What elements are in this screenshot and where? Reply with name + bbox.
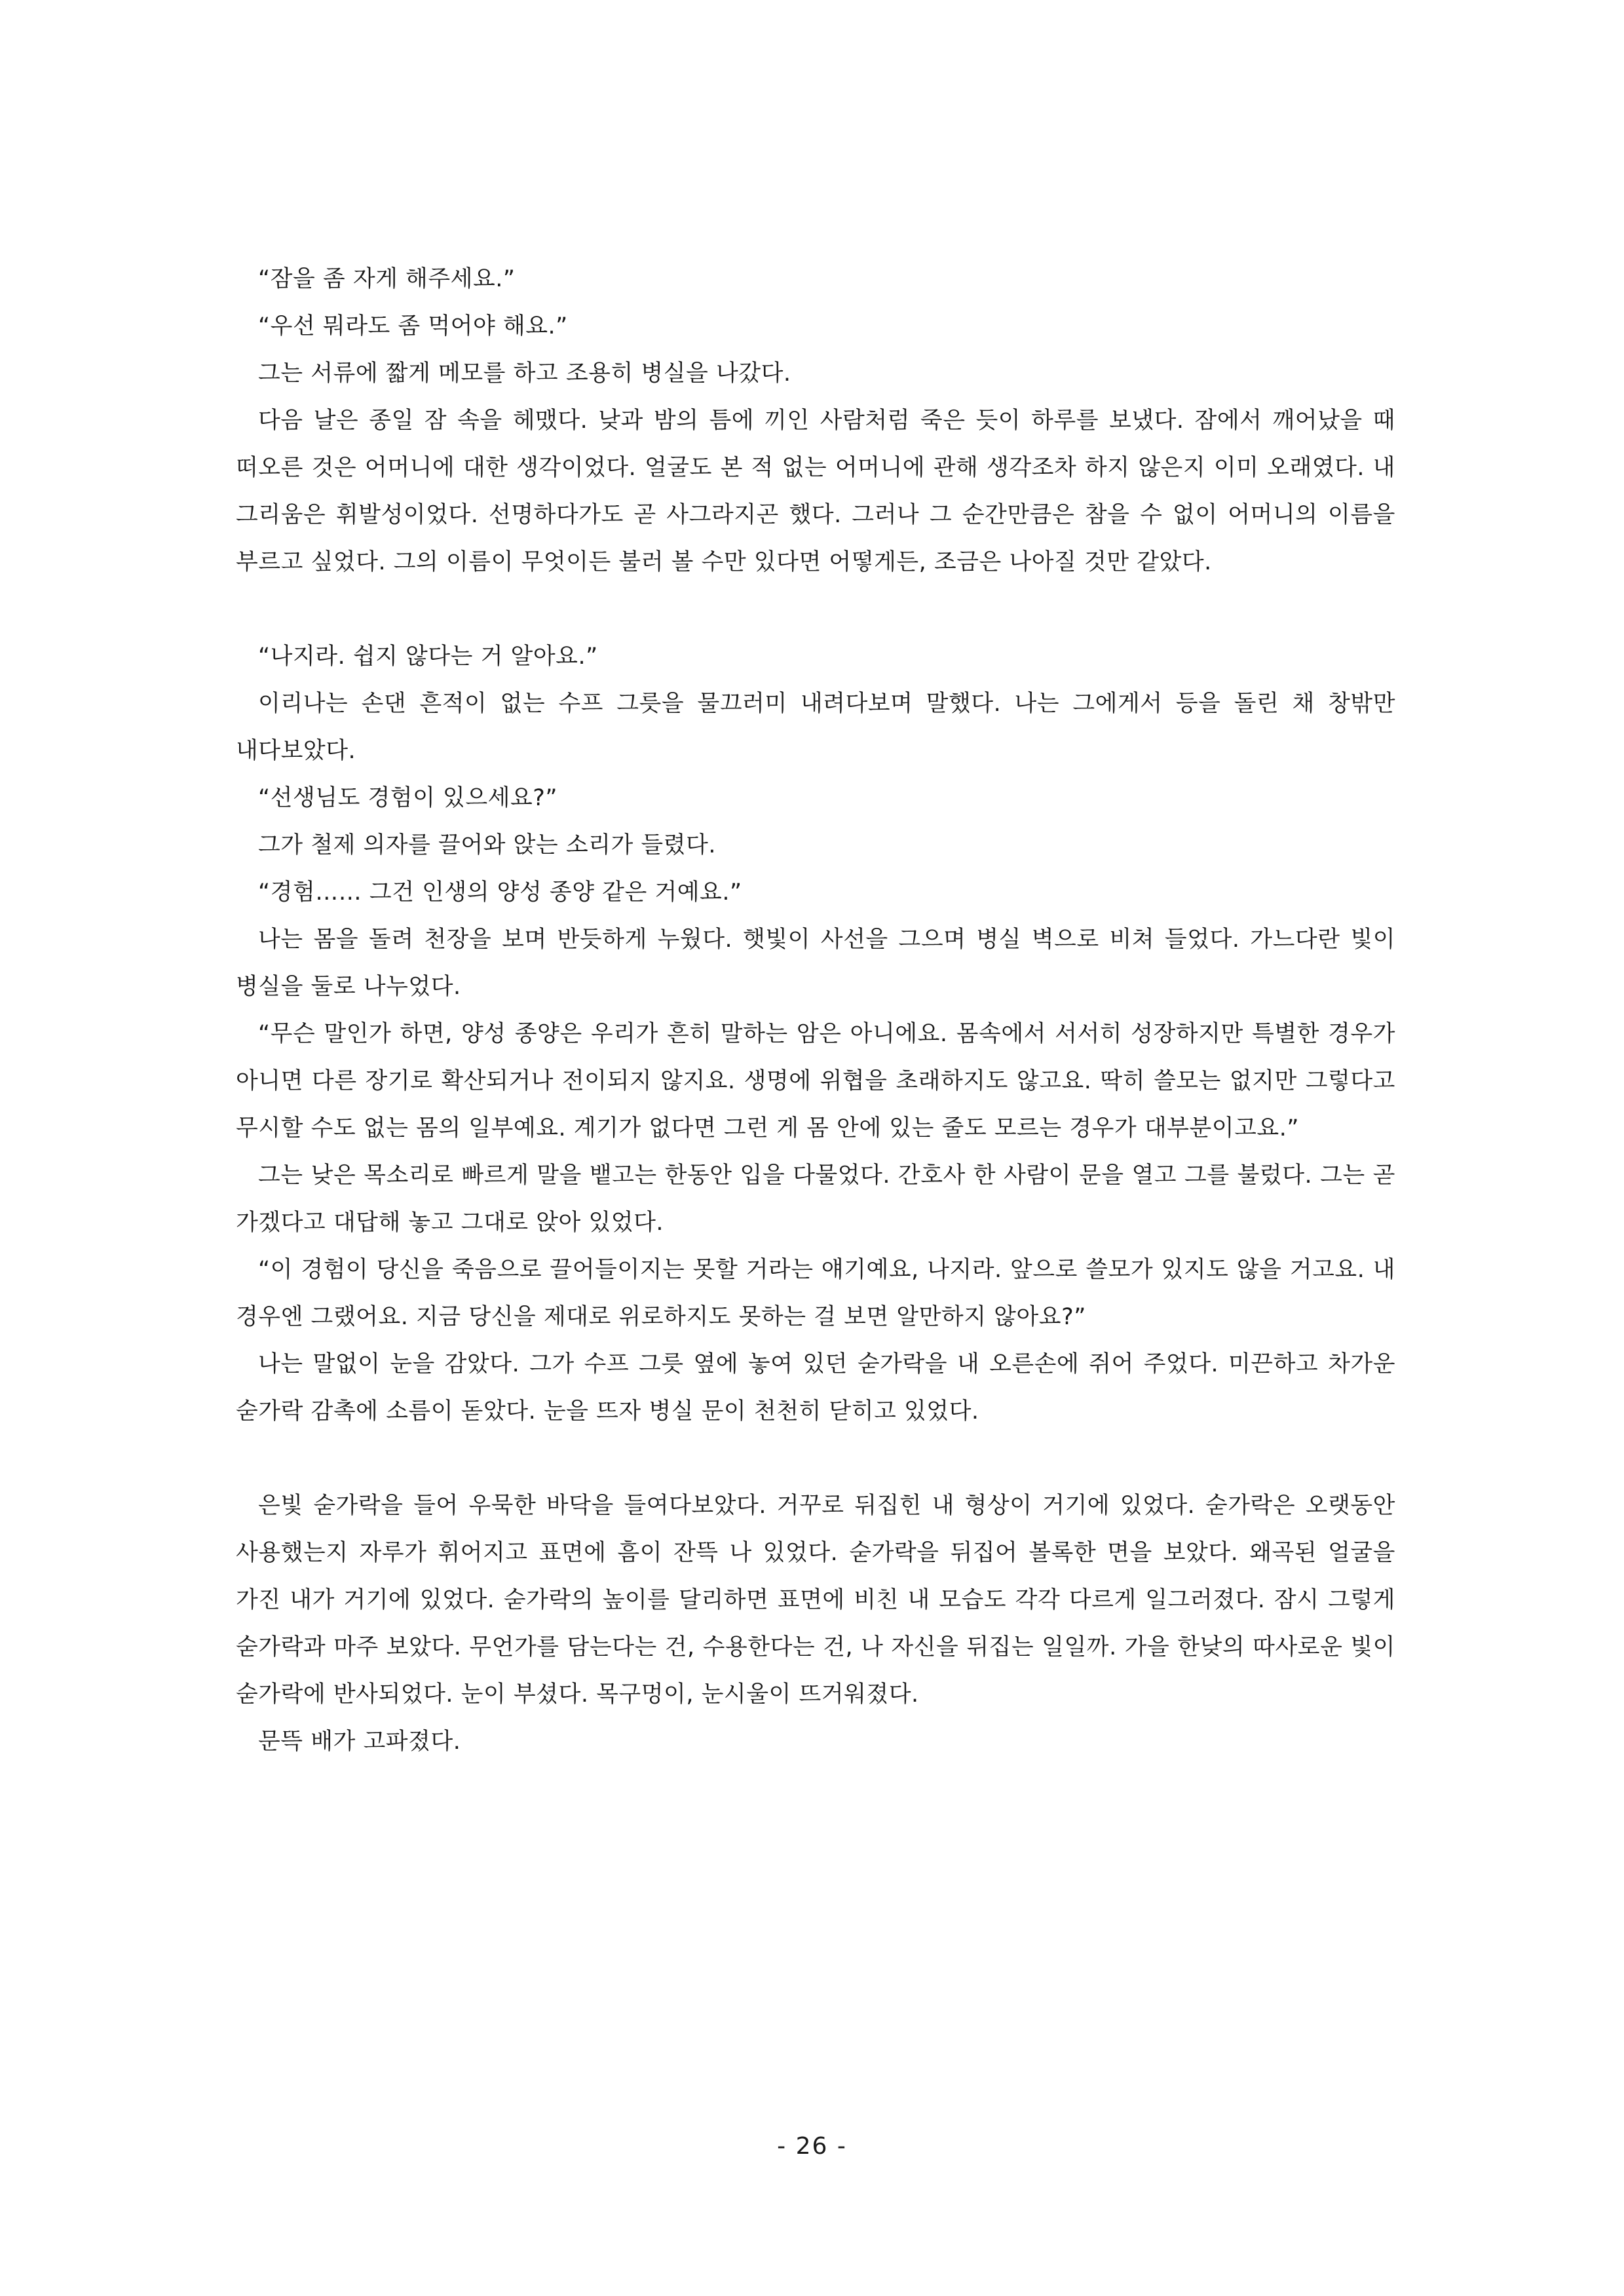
paragraph: 나는 몸을 돌려 천장을 보며 반듯하게 누웠다. 햇빛이 사선을 그으며 병실 벽으로 비쳐 들었다. 가느다란 빛이 병실을 둘로 나누었다. [236,927,1395,1000]
paragraph: “무슨 말인가 하면, 양성 종양은 우리가 흔히 말하는 암은 아니에요. 몸속에서 서서히 성장하지만 특별한 경우가 아니면 다른 장기로 확산되거나 전이되지 않지요. 생명에 위협을 초래하지도 않고요. 딱히 쓸모는 없지만 그렇다고 무시할 수도 없는 몸의 일부예요. 계기가 없다면 그런 게 몸 안에 있는 줄도 모르는 경우가 대부분이고요.” [236,1021,1395,1141]
paragraph: 다음 날은 종일 잠 속을 헤맸다. 낮과 밤의 틈에 끼인 사람처럼 죽은 듯이 하루를 보냈다. 잠에서 깨어났을 때 떠오른 것은 어머니에 대한 생각이었다. 얼굴도 본 적 없는 어머니에 관해 생각조차 하지 않은지 이미 오래였다. 내 그리움은 휘발성이었다. 선명하다가도 곧 사그라지곤 했다. 그러나 그 순간만큼은 참을 수 없이 어머니의 이름을 부르고 싶었다. 그의 이름이 무엇이든 불러 볼 수만 있다면 어떻게든, 조금은 나아질 것만 같았다. [236,408,1395,575]
section-gap [236,586,1395,633]
paragraph: “우선 뭐라도 좀 먹어야 해요.” [258,313,568,339]
paragraph: “경험…… 그건 인생의 양성 종양 같은 거예요.” [258,879,742,906]
paragraph: 이리나는 손댄 흔적이 없는 수프 그릇을 물끄러미 내려다보며 말했다. 나는 그에게서 등을 돌린 채 창밖만 내다보았다. [236,691,1395,764]
paragraph: 문뜩 배가 고파졌다. [258,1729,461,1755]
paragraph: 그는 낮은 목소리로 빠르게 말을 뱉고는 한동안 입을 다물었다. 간호사 한 사람이 문을 열고 그를 불렀다. 그는 곧 가겠다고 대답해 놓고 그대로 앉아 있었다. [236,1162,1395,1236]
page-number: - 26 - [777,2133,847,2160]
paragraph: 그가 철제 의자를 끌어와 앉는 소리가 들렸다. [258,832,716,858]
paragraph: 그는 서류에 짧게 메모를 하고 조용히 병실을 나갔다. [258,360,791,387]
paragraph: “이 경험이 당신을 죽음으로 끌어들이지는 못할 거라는 얘기예요, 나지라. 앞으로 쓸모가 있지도 않을 거고요. 내 경우엔 그랬어요. 지금 당신을 제대로 위로하지도 못하는 걸 보면 알만하지 않아요?” [236,1257,1395,1330]
paragraph: “선생님도 경험이 있으세요?” [258,785,558,811]
paragraph: 나는 말없이 눈을 감았다. 그가 수프 그릇 옆에 놓여 있던 숟가락을 내 오른손에 쥐어 주었다. 미끈하고 차가운 숟가락 감촉에 소름이 돋았다. 눈을 뜨자 병실 문이 천천히 닫히고 있었다. [236,1351,1395,1425]
page-body [236,256,1395,1765]
paragraph: “잠을 좀 자게 해주세요.” [258,266,516,292]
paragraph: 은빛 숟가락을 들어 우묵한 바닥을 들여다보았다. 거꾸로 뒤집힌 내 형상이 거기에 있었다. 숟가락은 오랫동안 사용했는지 자루가 휘어지고 표면에 흠이 잔뜩 나 있었다. 숟가락을 뒤집어 볼록한 면을 보았다. 왜곡된 얼굴을 가진 내가 거기에 있었다. 숟가락의 높이를 달리하면 표면에 비친 내 모습도 각각 다르게 일그러졌다. 잠시 그렇게 숟가락과 마주 보았다. 무언가를 담는다는 건, 수용한다는 건, 나 자신을 뒤집는 일일까. 가을 한낮의 따사로운 빛이 숟가락에 반사되었다. 눈이 부셨다. 목구멍이, 눈시울이 뜨거워졌다. [236,1493,1395,1708]
section-gap [236,1435,1395,1482]
paragraph: “나지라. 쉽지 않다는 거 알아요.” [258,643,598,670]
